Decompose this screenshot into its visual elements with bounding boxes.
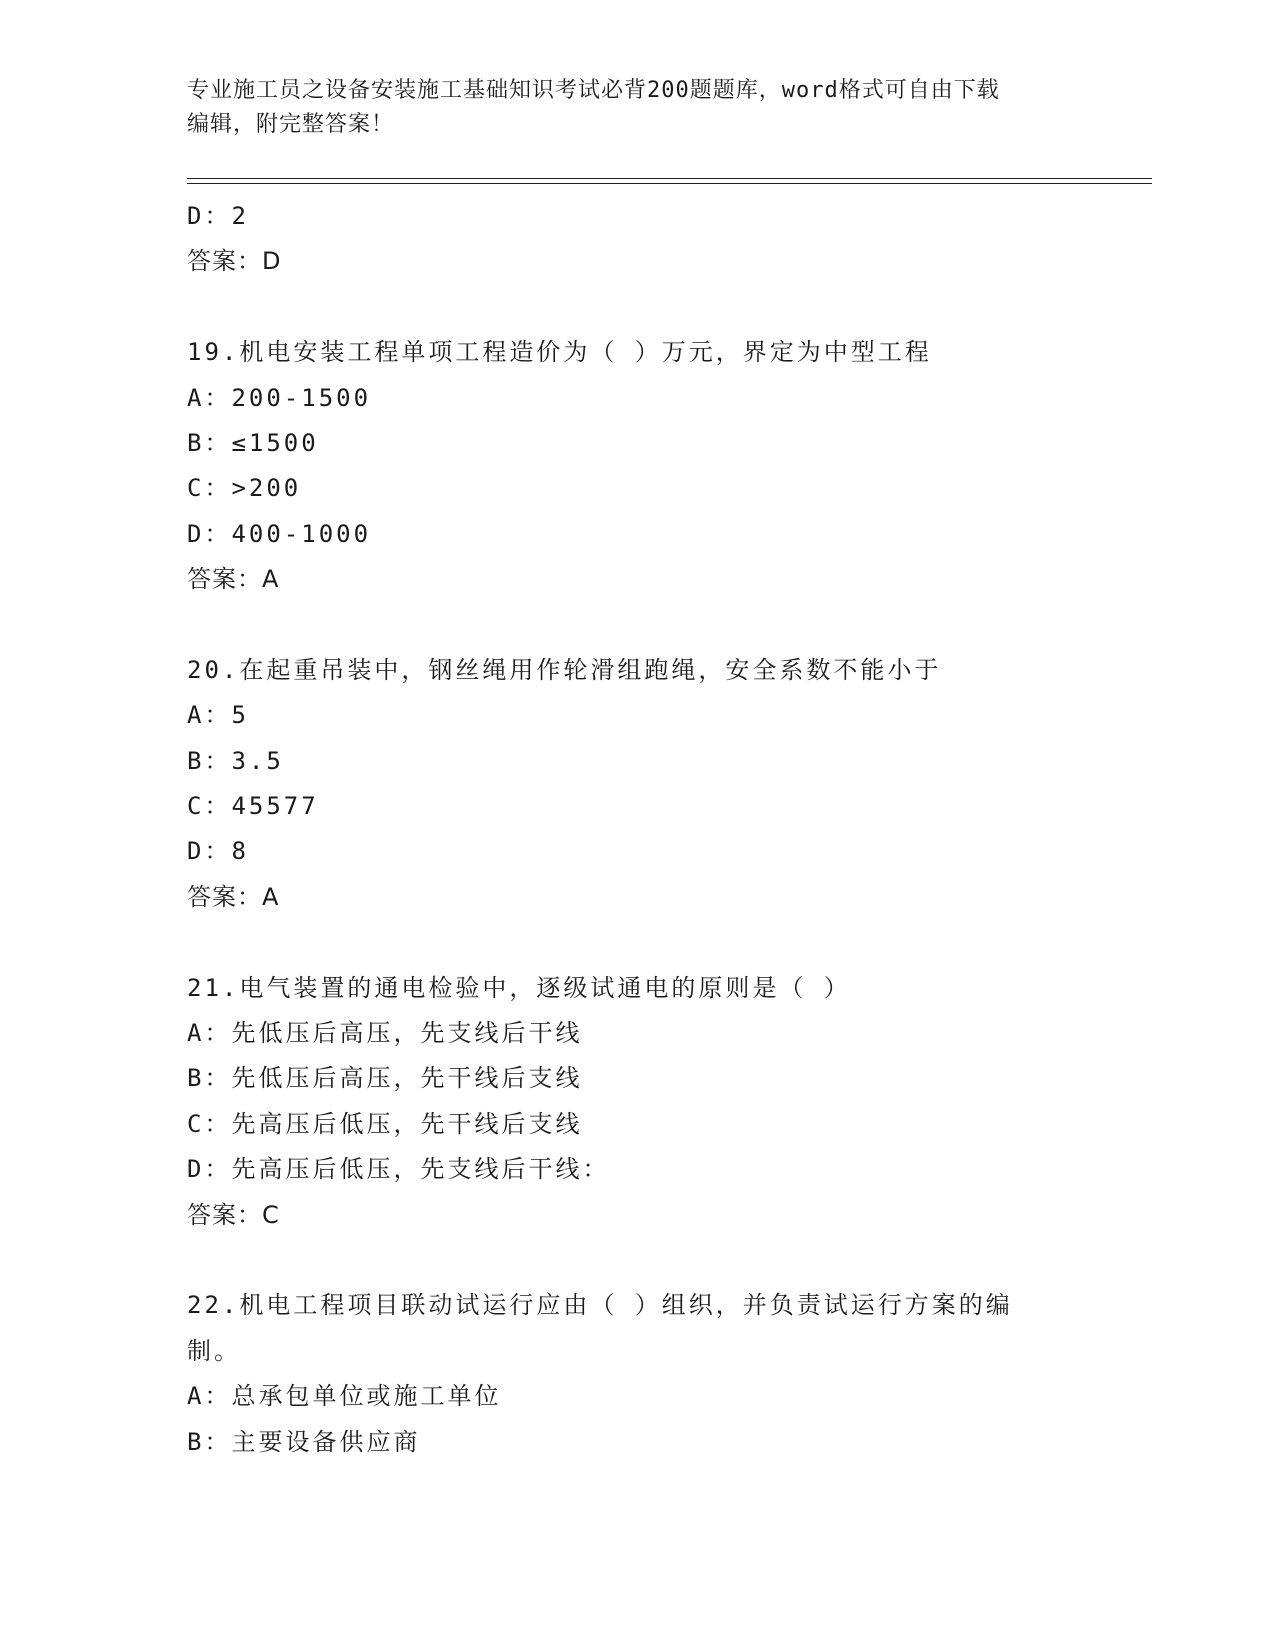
header-title-line2: 编辑，附完整答案！ [187,112,395,137]
question-stem: 21.电气装置的通电检验中，逐级试通电的原则是（ ） [187,973,851,1002]
header-title-line1: 专业施工员之设备安装施工基础知识考试必背200题题库，word格式可自由下载 [187,78,1000,103]
header-divider-bottom [187,183,1152,184]
option-d: D：400-1000 [187,519,372,548]
option-a: A：总承包单位或施工单位 [187,1382,502,1411]
option-d: D：2 [187,202,249,230]
document-header [187,74,1067,142]
answer-line: 答案：D [187,247,282,276]
answer-line: 答案：A [187,882,280,911]
spacer [187,1238,1087,1283]
answer-line: 答案：C [187,1200,280,1229]
question-22 [187,1283,1087,1465]
option-d: D：8 [187,837,249,866]
question-stem: 20.在起重吊装中，钢丝绳用作轮滑组跑绳，安全系数不能小于 [187,655,942,684]
spacer [187,603,1087,648]
question-stem: 19.机电安装工程单项工程造价为（ ）万元，界定为中型工程 [187,338,932,367]
option-c: C：45577 [187,792,319,821]
option-a: A：5 [187,701,249,730]
question-list [187,194,1087,1465]
option-d: D：先高压后低压，先支线后干线： [187,1155,610,1184]
option-b: B：先低压后高压，先干线后支线 [187,1064,583,1093]
option-b: B：主要设备供应商 [187,1427,421,1456]
question-21 [187,966,1087,1238]
header-divider-top [187,178,1152,179]
question-stem-line2: 制。 [187,1336,241,1365]
spacer [187,285,1087,330]
option-b: B：≤1500 [187,428,319,457]
answer-line: 答案：A [187,565,280,594]
option-c: C：先高压后低压，先干线后支线 [187,1109,583,1138]
question-19 [187,330,1087,602]
option-c: C：>200 [187,474,302,503]
option-b: B：3.5 [187,746,284,775]
option-a: A：先低压后高压，先支线后干线 [187,1019,583,1048]
option-a: A：200-1500 [187,383,372,412]
question-stem-line1: 22.机电工程项目联动试运行应由（ ）组织，并负责试运行方案的编 [187,1291,1013,1320]
question-20 [187,648,1087,920]
spacer [187,920,1087,965]
